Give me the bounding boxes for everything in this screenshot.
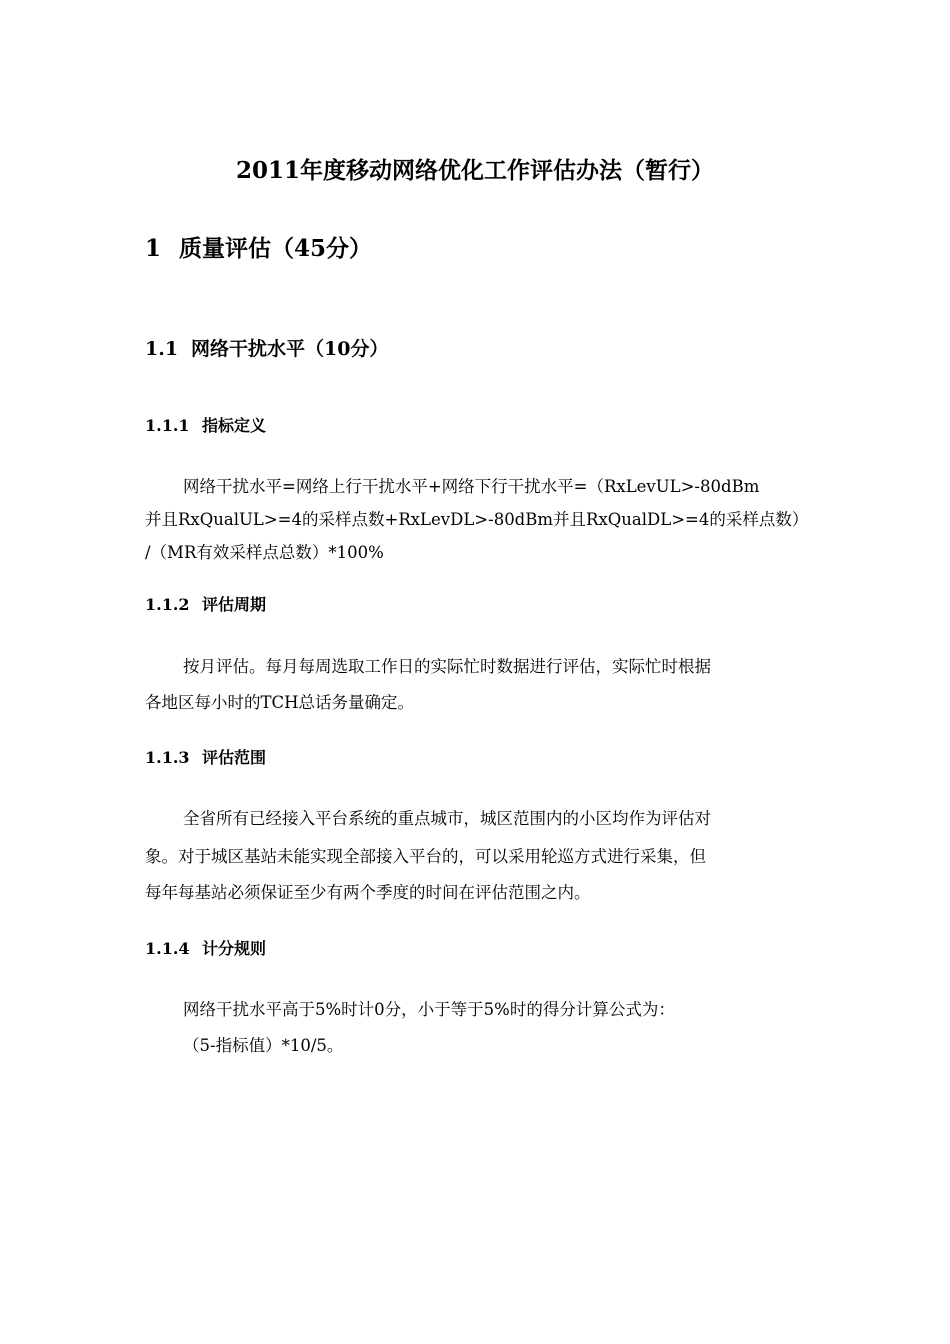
section-heading-1-1	[145, 334, 388, 361]
subsection-number: 1.1.3	[145, 748, 190, 767]
paragraph-line: 全省所有已经接入平台系统的重点城市，城区范围内的小区均作为评估对	[183, 809, 711, 828]
subsection-title: 指标定义	[202, 416, 267, 435]
paragraph-line: 象。对于城区基站未能实现全部接入平台的，可以采用轮巡方式进行采集，但	[145, 847, 706, 866]
subsection-heading-1-1-2	[145, 592, 266, 615]
paragraph-line: 按月评估。每月每周选取工作日的实际忙时数据进行评估，实际忙时根据	[183, 657, 711, 676]
subsection-title: 计分规则	[202, 939, 267, 958]
section-number: 1	[145, 235, 162, 262]
subsection-heading-1-1-1	[145, 413, 266, 436]
subsection-number: 1.1.4	[145, 939, 190, 958]
section-title: 质量评估（45分）	[179, 235, 373, 262]
paragraph-line: 并且RxQualUL>=4的采样点数+RxLevDL>-80dBm并且RxQualDL>=4的采样点数）	[145, 510, 809, 529]
subsection-number: 1.1.2	[145, 595, 190, 614]
paragraph-line: 网络干扰水平高于5%时计0分，小于等于5%时的得分计算公式为：	[183, 1000, 675, 1019]
document-title: 2011年度移动网络优化工作评估办法（暂行）	[235, 157, 714, 184]
section-number: 1.1	[145, 338, 179, 360]
paragraph-line: （5-指标值）*10/5。	[183, 1036, 344, 1055]
paragraph-line: 各地区每小时的TCH总话务量确定。	[145, 693, 415, 712]
paragraph-line: 每年每基站必须保证至少有两个季度的时间在评估范围之内。	[145, 883, 591, 902]
paragraph-line: 网络干扰水平=网络上行干扰水平+网络下行干扰水平=（RxLevUL>-80dBm	[183, 477, 760, 496]
section-heading-1	[145, 230, 372, 263]
paragraph-line: /（MR有效采样点总数）*100%	[145, 543, 384, 562]
subsection-heading-1-1-4	[145, 936, 266, 959]
subsection-title: 评估周期	[202, 595, 267, 614]
subsection-number: 1.1.1	[145, 416, 190, 435]
section-title: 网络干扰水平（10分）	[191, 338, 389, 360]
subsection-heading-1-1-3	[145, 745, 266, 768]
subsection-title: 评估范围	[202, 748, 267, 767]
